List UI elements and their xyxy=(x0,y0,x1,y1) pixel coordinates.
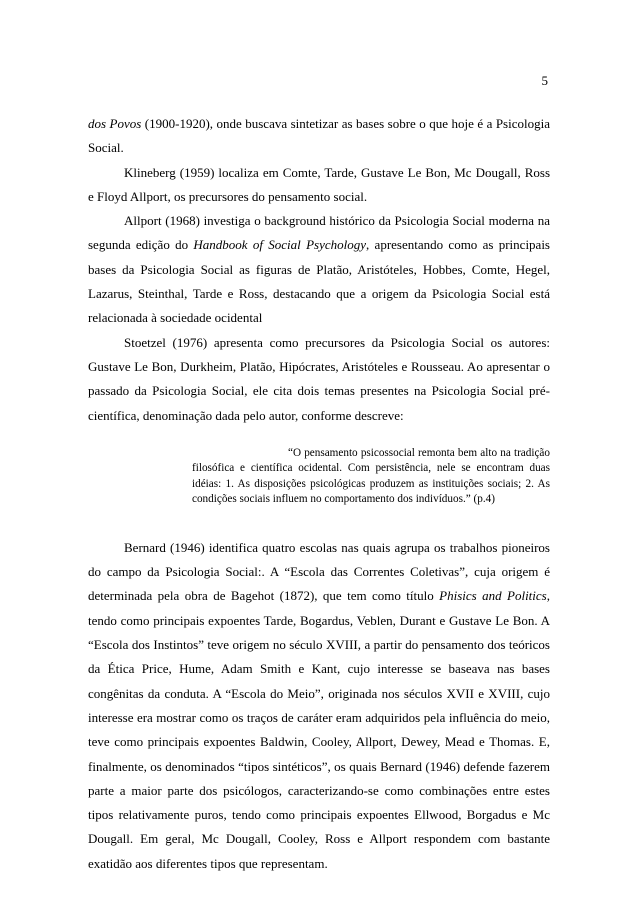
paragraph-text: , apresentando como as principais bases da Psicologia Social as figuras de Platão, Aristóteles, Hobbes, Comte, Hegel, Lazarus, Steinthal, Tarde e Ross, destacando que a origem da Psicologia Social está relacionada à sociedade ocidental xyxy=(88,237,550,326)
paragraph-5 xyxy=(88,536,550,876)
paragraph-text: Bernard (1946) identifica quatro escolas nas quais agrupa os trabalhos pioneiros do campo da Psicologia Social:. A “Escola das Correntes Coletivas”, cuja origem é determinada pela obra de Bagehot (1872), que tem como título xyxy=(88,539,550,604)
italic-title: Handbook of Social Psychology xyxy=(193,237,366,253)
italic-title: dos Povos xyxy=(88,116,142,131)
paragraph-4: Stoetzel (1976) apresenta como precursores da Psicologia Social os autores: Gustave Le Bon, Durkheim, Platão, Hipócrates, Aristóteles e Rousseau. Ao apresentar o passado da Psicologia Social, ele cita dois temas presentes na Psicologia Social pré-científica, denominação dada pelo autor, conforme descreve: xyxy=(88,334,550,423)
block-quote: “O pensamento psicossocial remonta bem alto na tradição filosófica e científica ocidental. Com persistência, nele se encontram duas idéias: 1. As disposições psicológicas produzem as instituições sociais; 2. As condições sociais influem no comportamento dos indivíduos.” (p.4) xyxy=(192,446,550,506)
document-body xyxy=(88,112,550,876)
page-number: 5 xyxy=(541,73,548,88)
paragraph-text: (1900-1920), onde buscava sintetizar as bases sobre o que hoje é a Psicologia Social. xyxy=(88,116,550,156)
paragraph-text: Allport (1968) investiga o background histórico da Psicologia Social moderna na segunda edição do xyxy=(88,213,550,253)
paragraph-2: Klineberg (1959) localiza em Comte, Tarde, Gustave Le Bon, Mc Dougall, Ross e Floyd Allport, os precursores do pensamento social. xyxy=(88,164,550,204)
paragraph-3 xyxy=(88,209,550,330)
italic-title: Phisics and Politics xyxy=(439,588,547,604)
paragraph-text: , tendo como principais expoentes Tarde, Bogardus, Veblen, Durant e Gustave Le Bon. A “Escola dos Instintos” teve origem no século XVIII, a partir do pensamento dos teóricos da Ética Price, Hume, Adam Smith e Kant, cujo interesse se baseava nas bases congênitas da conduta. A “Escola do Meio”, originada nos séculos XVII e XVIII, cujo interesse era mostrar como os traços de caráter eram adquiridos pela influência do meio, teve como principais expoentes Baldwin, Cooley, Allport, Dewey, Mead e Thomas. E, finalmente, os denominados “tipos sintéticos”, os quais Bernard (1946) defende fazerem parte a maior parte dos psicólogos, caracterizando-se como combinações entre estes tipos relativamente puros, tendo como principais expoentes Ellwood, Borgadus e Mc Dougall. Em geral, Mc Dougall, Cooley, Ross e Allport respondem com bastante exatidão aos diferentes tipos que representam. xyxy=(88,588,550,871)
paragraph-1 xyxy=(88,112,550,161)
